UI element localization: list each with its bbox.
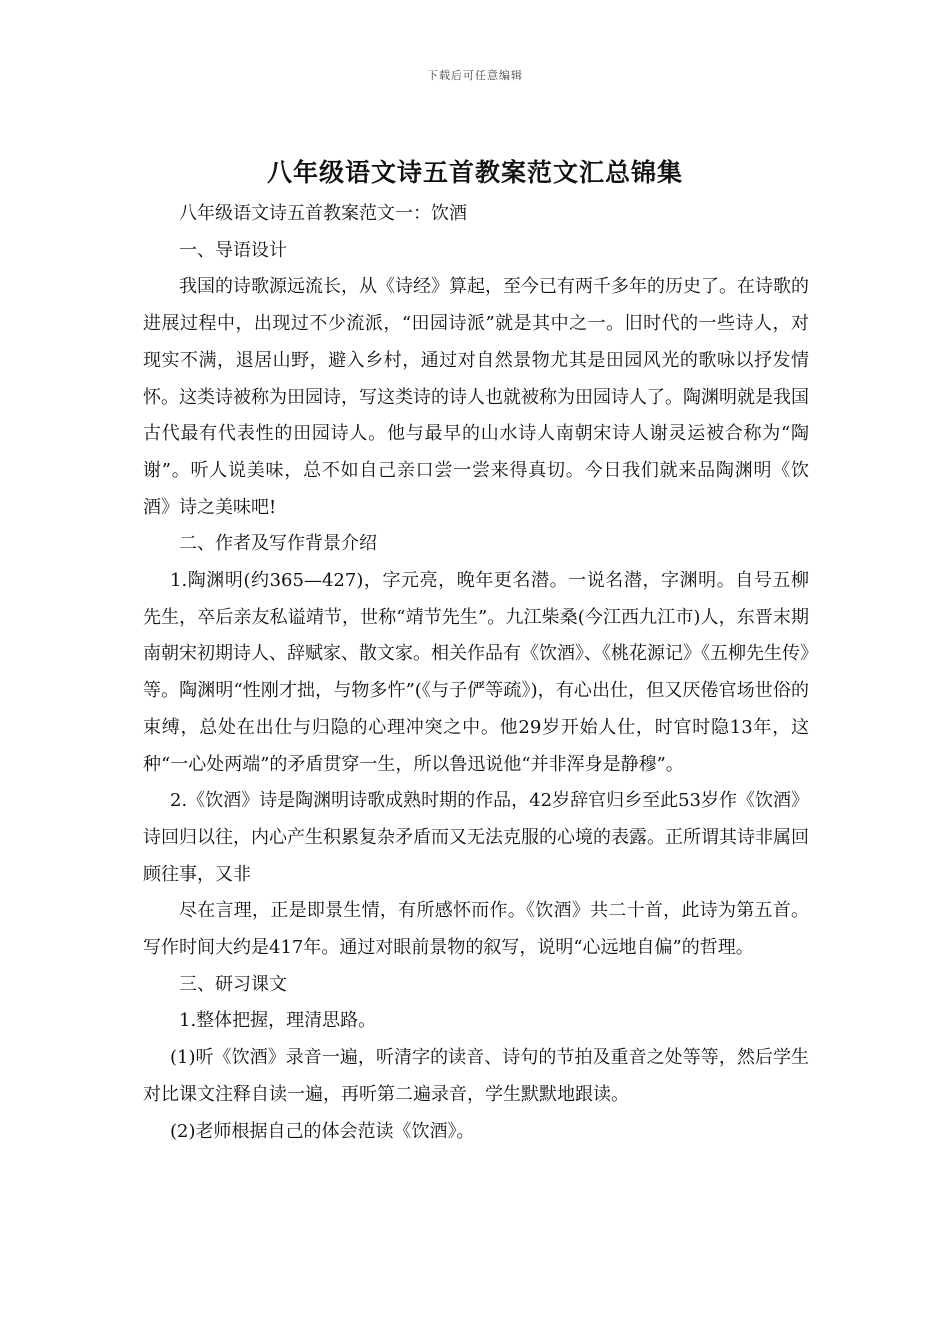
document-title: 八年级语文诗五首教案范文汇总锦集 [266, 158, 683, 187]
document-body [143, 196, 809, 1150]
paragraph-intro: 我国的诗歌源远流长，从《诗经》算起，至今已有两千多年的历史了。在诗歌的进展过程中，出现过不少流派，“田园诗派”就是其中之一。旧时代的一些诗人，对现实不满，退居山野，避入乡村，通过对自然景物尤其是田园风光的歌咏以抒发情怀。这类诗被称为田园诗，写这类诗的诗人也就被称为田园诗人了。陶渊明就是我国古代最有代表性的田园诗人。他与最早的山水诗人南朝宋诗人谢灵运被合称为“陶谢”。听人说美味，总不如自己亲口尝一尝来得真切。今日我们就来品陶渊明《饮酒》诗之美味吧! [143, 276, 809, 518]
paragraph-study-1: 1.整体把握，理清思路。 [179, 1010, 377, 1032]
header-note: 下载后可任意编辑 [427, 69, 523, 82]
paragraph-background-cont: 尽在言理，正是即景生情，有所感怀而作。《饮酒》共二十首，此诗为第五首。写作时间大约是417年。通过对眼前景物的叙写，说明“心远地自偏”的哲理。 [143, 900, 809, 959]
paragraph-author: 1.陶渊明(约365—427)，字元亮，晚年更名潜。一说名潜，字渊明。自号五柳先生，卒后亲友私谥靖节，世称“靖节先生”。九江柴桑(今江西九江市)人，东晋末期南朝宋初期诗人、辞赋家、散文家。相关作品有《饮酒》、《桃花源记》《五柳先生传》等。陶渊明“性刚才拙，与物多忤”(《与子俨等疏》)，有心出仕，但又厌倦官场世俗的束缚，总处在出仕与归隐的心理冲突之中。他29岁开始人仕，时官时隐13年，这种“一心处两端”的矛盾贯穿一生，所以鲁迅说他“并非浑身是静穆”。 [143, 570, 809, 775]
section-heading-intro: 一、导语设计 [179, 239, 287, 261]
paragraph-study-1-2: (2)老师根据自己的体会范读《饮酒》。 [170, 1120, 475, 1142]
section-heading-study: 三、研习课文 [179, 973, 287, 995]
paragraph-background: 2.《饮酒》诗是陶渊明诗歌成熟时期的作品，42岁辞官归乡至此53岁作《饮酒》诗回归以往，内心产生积累复杂矛盾而又无法克服的心境的表露。正所谓其诗非属回顾往事，又非 [143, 790, 809, 885]
paragraph-study-1-1: (1)听《饮酒》录音一遍，听清字的读音、诗句的节拍及重音之处等等，然后学生对比课文注释自读一遍，再听第二遍录音，学生默默地跟读。 [143, 1047, 809, 1105]
section-heading-author: 二、作者及写作背景介绍 [179, 533, 377, 555]
section-subtitle: 八年级语文诗五首教案范文一：饮酒 [179, 203, 467, 224]
